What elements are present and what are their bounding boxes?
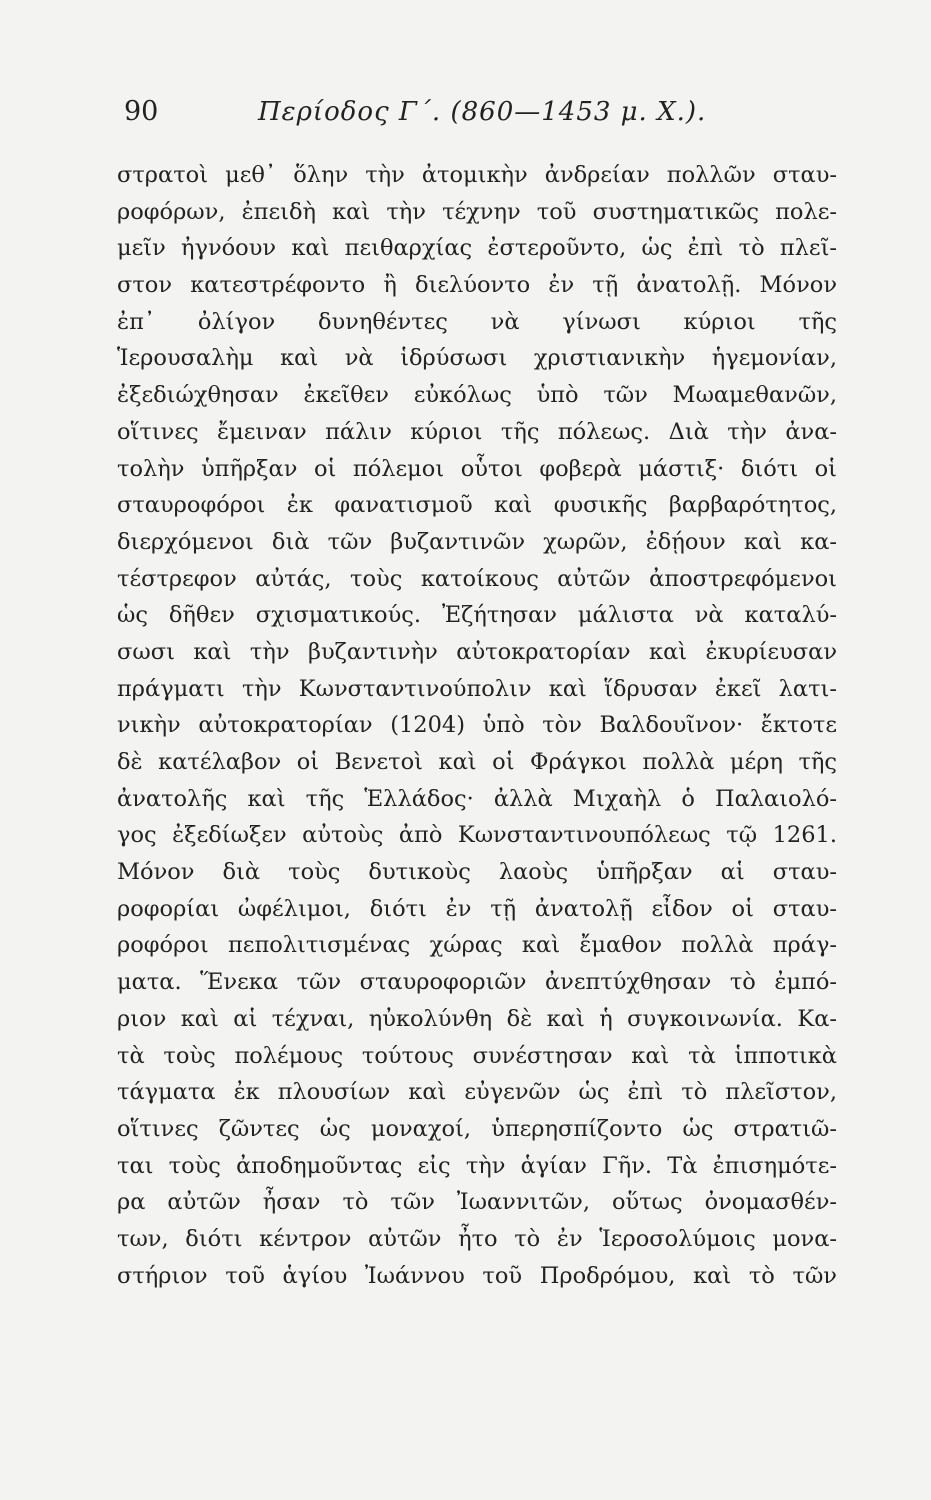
text-line: τὰ τοὺς πολέμους τούτους συνέστησαν καὶ τὰ ἱπποτικὰ	[117, 1042, 837, 1069]
text-line: ὡς δῆθεν σχισματικούς. Ἐζήτησαν μάλιστα νὰ καταλύ-	[117, 602, 837, 629]
text-line: ἀνατολῆς καὶ τῆς Ἑλλάδος· ἀλλὰ Μιχαὴλ ὁ Παλαιολό-	[117, 785, 837, 812]
text-line: δὲ κατέλαβον οἱ Βενετοὶ καὶ οἱ Φράγκοι πολλὰ μέρη τῆς	[117, 749, 837, 775]
text-line: διερχόμενοι διὰ τῶν βυζαντινῶν χωρῶν, ἐδῄουν καὶ κα-	[117, 528, 837, 555]
text-line: ται τοὺς ἀποδημοῦντας εἰς τὴν ἁγίαν Γῆν. Τὰ ἐπισημότε-	[117, 1152, 837, 1179]
body-text	[117, 157, 837, 1294]
text-line: τέστρεφον αὐτάς, τοὺς κατοίκους αὐτῶν ἀποστρεφόμενοι	[117, 565, 837, 592]
text-line: σωσι καὶ τὴν βυζαντινὴν αὐτοκρατορίαν καὶ ἐκυρίευσαν	[117, 638, 837, 665]
text-line: πράγματι τὴν Κωνσταντινούπολιν καὶ ἵδρυσαν ἐκεῖ λατι-	[117, 675, 837, 702]
text-line: ριον καὶ αἱ τέχναι, ηὐκολύνθη δὲ καὶ ἡ συγκοινωνία. Κα-	[117, 1005, 837, 1032]
text-line: οἵτινες ζῶντες ὡς μοναχοί, ὑπερησπίζοντο ὡς στρατιῶ-	[117, 1115, 837, 1142]
text-line: στρατοὶ μεθ᾽ ὅλην τὴν ἀτομικὴν ἀνδρείαν πολλῶν σταυ-	[117, 162, 837, 188]
text-line: ματα. Ἕνεκα τῶν σταυροφοριῶν ἀνεπτύχθησαν τὸ ἐμπό-	[117, 969, 837, 996]
text-line: των, διότι κέντρον αὐτῶν ἦτο τὸ ἐν Ἱεροσολύμοις μονα-	[117, 1225, 837, 1252]
text-line: ἐπ᾽ ὀλίγον δυνηθέντες νὰ γίνωσι κύριοι τῆς	[117, 308, 837, 335]
text-line: οἵτινες ἔμειναν πάλιν κύριοι τῆς πόλεως. Διὰ τὴν ἀνα-	[117, 418, 837, 445]
text-line: στήριον τοῦ ἁγίου Ἰωάννου τοῦ Προδρόμου, καὶ τὸ τῶν	[117, 1262, 837, 1289]
text-line: τάγματα ἐκ πλουσίων καὶ εὐγενῶν ὡς ἐπὶ τὸ πλεῖστον,	[117, 1079, 837, 1106]
text-line: ροφόροι πεπολιτισμένας χώρας καὶ ἔμαθον πολλὰ πράγ-	[117, 932, 837, 959]
running-title: Περίοδος Γ΄. (860—1453 μ. Χ.).	[258, 97, 707, 127]
text-line: ρα αὐτῶν ἦσαν τὸ τῶν Ἰωαννιτῶν, οὕτως ὀνομασθέν-	[117, 1189, 837, 1216]
text-line: Ἱερουσαλὴμ καὶ νὰ ἱδρύσωσι χριστιανικὴν ἡγεμονίαν,	[117, 345, 837, 372]
text-line: ροφορίαι ὠφέλιμοι, διότι ἐν τῇ ἀνατολῇ εἶδον οἱ σταυ-	[117, 895, 837, 922]
text-line: σταυροφόροι ἐκ φανατισμοῦ καὶ φυσικῆς βαρβαρότητος,	[117, 492, 837, 519]
page-number: 90	[124, 96, 159, 127]
text-line: Μόνον διὰ τοὺς δυτικοὺς λαοὺς ὑπῆρξαν αἱ σταυ-	[117, 859, 837, 886]
text-line: μεῖν ἠγνόουν καὶ πειθαρχίας ἐστεροῦντο, ὡς ἐπὶ τὸ πλεῖ-	[117, 235, 837, 262]
text-line: νικὴν αὐτοκρατορίαν (1204) ὑπὸ τὸν Βαλδουῖνον· ἔκτοτε	[117, 712, 837, 739]
text-line: τολὴν ὑπῆρξαν οἱ πόλεμοι οὗτοι φοβερὰ μάστιξ· διότι οἱ	[117, 455, 837, 482]
text-line: γος ἐξεδίωξεν αὐτοὺς ἀπὸ Κωνσταντινουπόλεως τῷ 1261.	[117, 822, 837, 849]
text-line: ροφόρων, ἐπειδὴ καὶ τὴν τέχνην τοῦ συστηματικῶς πολε-	[117, 198, 837, 225]
text-line: ἐξεδιώχθησαν ἐκεῖθεν εὐκόλως ὑπὸ τῶν Μωαμεθανῶν,	[117, 382, 837, 409]
page-header	[124, 92, 834, 132]
text-line: στον κατεστρέφοντο ἢ διελύοντο ἐν τῇ ἀνατολῇ. Μόνον	[117, 272, 837, 299]
